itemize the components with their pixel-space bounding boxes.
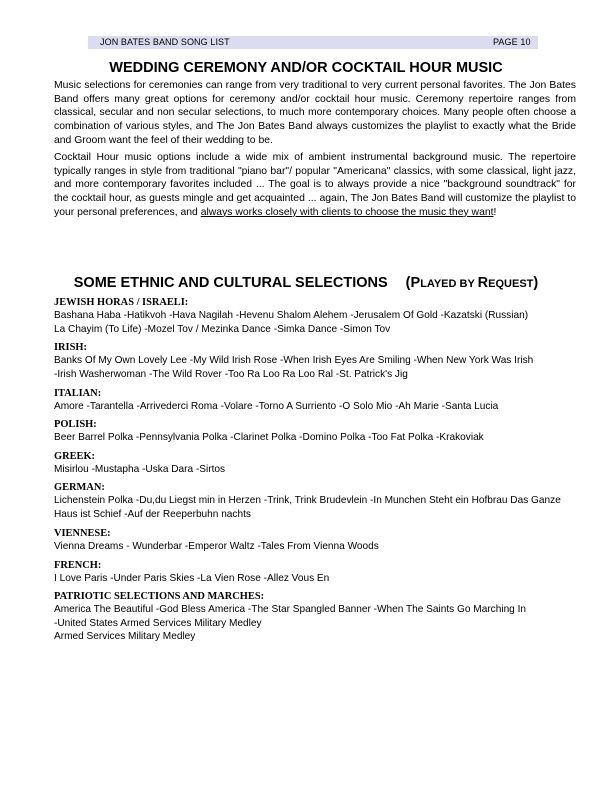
section-title (0, 275, 612, 291)
category-heading: VIENNESE: (54, 528, 111, 539)
category-line: Misirlou -Mustapha -Uska Dara -Sirtos (54, 464, 226, 475)
category-line: Vienna Dreams - Wunderbar -Emperor Waltz -Tales From Vienna Woods (54, 541, 379, 552)
page-number: PAGE 10 (493, 37, 531, 47)
cocktail-paragraph-end: ! (493, 206, 497, 218)
category-line: Beer Barrel Polka -Pennsylvania Polka -Clarinet Polka -Domino Polka -Too Fat Polka -Krakoviak (54, 432, 484, 443)
category-heading: POLISH: (54, 419, 97, 430)
category-line: -United States Armed Services Military Medley (54, 617, 262, 629)
category-line: Bashana Haba -Hatikvoh -Hava Nagilah -Hevenu Shalom Alehem -Jerusalem Of Gold -Kazatski (Russian) (54, 310, 529, 321)
category-heading: IRISH: (54, 342, 87, 353)
category-italian (54, 387, 584, 414)
category-heading: JEWISH HORAS / ISRAELI: (54, 297, 189, 308)
category-line: Armed Services Military Medley (54, 631, 196, 642)
category-line: Banks Of My Own Lovely Lee -My Wild Irish Rose -When Irish Eyes Are Smiling -When New York Was Irish (54, 355, 534, 366)
section-title-text: SOME ETHNIC AND CULTURAL SELECTIONS (73, 275, 388, 291)
category-heading: PATRIOTIC SELECTIONS AND MARCHES: (54, 591, 265, 602)
category-heading: GERMAN: (54, 482, 105, 493)
category-line: La Chayim (To Life) -Mozel Tov / Mezinka Dance -Simka Dance -Simon Tov (54, 323, 391, 335)
cocktail-paragraph-text: Cocktail Hour music options include a wide mix of ambient instrumental background music. The repertoire typically ranges in style from traditional "piano bar"/ popular "Americana" classics, with some classical, light jazz, and more contemporary favorites included ... The goal is to always provide a nice "background soundtrack" for the cocktail hour, as guests mingle and get acquainted ... again, The Jon Bates Band will customize the playlist to your personal preferences, and (54, 152, 576, 218)
category-greek (54, 450, 584, 477)
category-jewish (54, 296, 584, 336)
header-title: JON BATES BAND SONG LIST (100, 37, 230, 47)
cocktail-paragraph (54, 151, 576, 220)
category-line: I Love Paris -Under Paris Skies -La Vien Rose -Allez Vous En (54, 573, 330, 584)
category-irish (54, 341, 584, 381)
category-polish (54, 418, 584, 445)
category-line: Amore -Tarantella -Arrivederci Roma -Volare -Torno A Surriento -O Solo Mio -Ah Marie -Santa Lucia (54, 401, 499, 412)
category-viennese (54, 527, 584, 554)
cocktail-paragraph-underlined: always works closely with clients to choose the music they want (200, 206, 494, 218)
section-note: (PLAYED BY REQUEST) (405, 275, 539, 291)
category-line: Lichenstein Polka -Du,du Liegst min in Herzen -Trink, Trink Brudevlein -In Munchen Steht ein Hofbrau Das Ganze (54, 495, 561, 506)
category-heading: FRENCH: (54, 560, 102, 571)
category-line: -Irish Washerwoman -The Wild Rover -Too Ra Loo Ra Loo Ral -St. Patrick's Jig (54, 368, 408, 380)
category-french (54, 559, 584, 586)
category-line: America The Beautiful -God Bless America -The Star Spangled Banner -When The Saints Go Marching In (54, 604, 527, 615)
category-line: Haus ist Schief -Auf der Reeperbuhn nachts (54, 508, 251, 520)
category-heading: GREEK: (54, 451, 95, 462)
category-german (54, 481, 584, 521)
category-heading: ITALIAN: (54, 388, 102, 399)
category-patriotic (54, 590, 584, 644)
page-title: WEDDING CEREMONY AND/OR COCKTAIL HOUR MUSIC (109, 60, 503, 76)
ceremony-paragraph: Music selections for ceremonies can range from very traditional to very current personal favorites. The Jon Bates Band offers many great options for ceremony and/or cocktail hour music. Ceremony repertoire ranges from classical, secular and non secular selections, to much more contemporary choices. Many people often choose a combination of various styles, and The Jon Bates Band always customizes the playlist to exactly what the Bride and Groom want the feel of their wedding to be. (54, 80, 576, 146)
